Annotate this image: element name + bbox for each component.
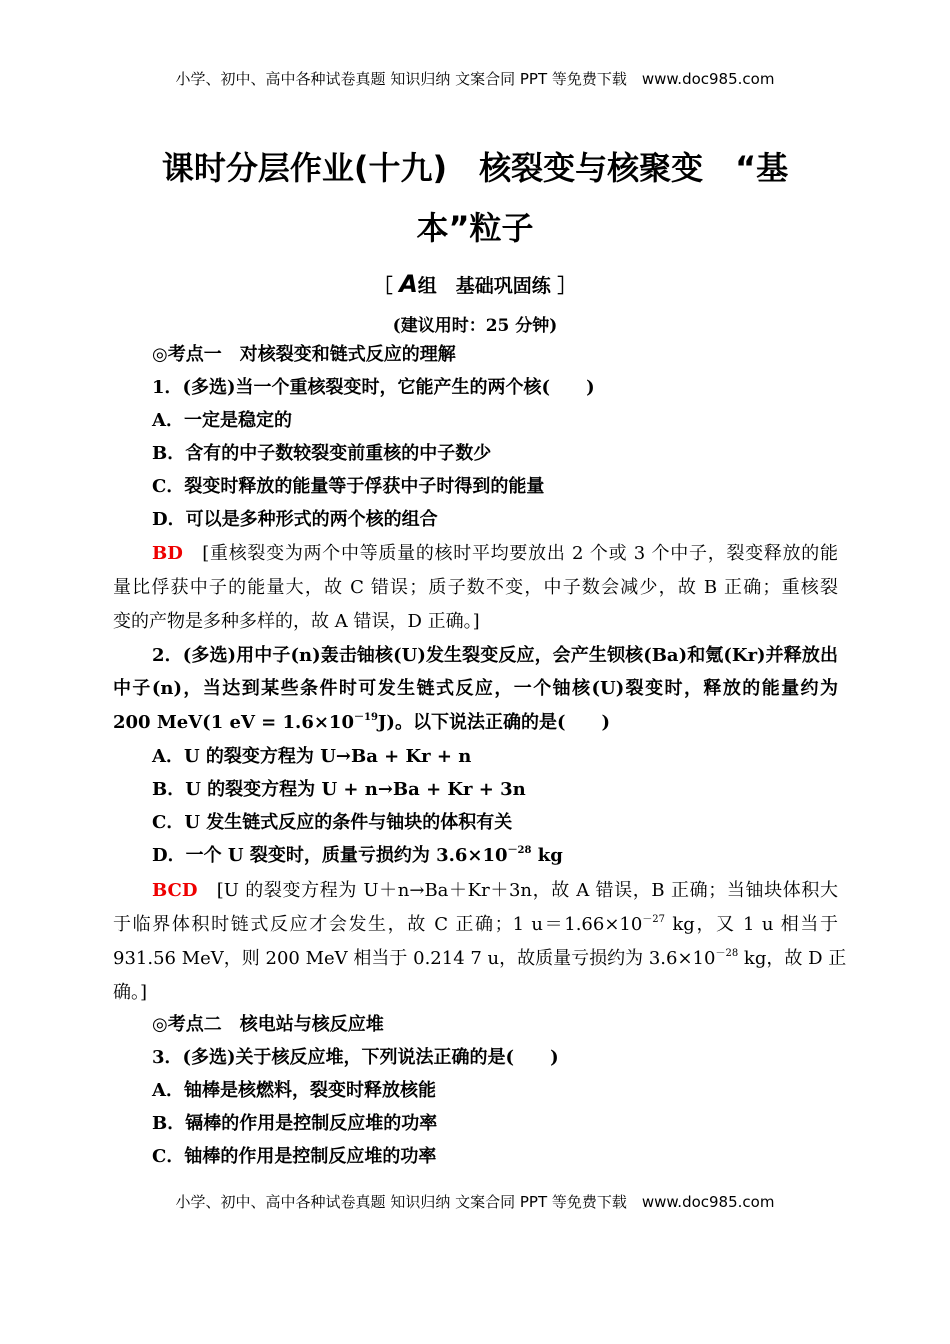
group-letter: A — [399, 270, 418, 298]
exponent: －27 — [642, 914, 666, 925]
q1-option-d: D．可以是多种形式的两个核的组合 — [152, 509, 438, 530]
q1-option-c: C．裂变时释放的能量等于俘获中子时得到的能量 — [152, 476, 545, 497]
q2-explanation-line3 — [113, 947, 847, 971]
question-2-stem-line3 — [113, 711, 838, 735]
page-title-line1: 课时分层作业(十九) 核裂变与核聚变 “基 — [161, 149, 789, 187]
q2-stem-text: J)。以下说法正确的是( ) — [377, 712, 610, 733]
q1-option-b: B．含有的中子数较裂变前重核的中子数少 — [152, 443, 492, 464]
q3-option-a: A．铀棒是核燃料，裂变时释放核能 — [152, 1080, 436, 1101]
section-heading-2: ◎考点二 核电站与核反应堆 — [152, 1014, 384, 1035]
q2-option-d-unit: kg — [531, 845, 563, 866]
q2-expl-text: 于临界体积时链式反应才会发生，故 C 正确；1 u＝1.66×10 — [113, 914, 643, 935]
q2-explanation-line4: 确。] — [113, 982, 148, 1003]
q2-explanation-line2 — [113, 913, 838, 937]
q2-stem-text: 200 MeV(1 eV = 1.6×10 — [113, 712, 354, 733]
q2-expl-text: kg，故 D 正 — [738, 948, 847, 969]
group-label: ［ A组 基础巩固练 ］ — [373, 270, 577, 298]
question-3-stem: 3．(多选)关于核反应堆，下列说法正确的是( ) — [152, 1047, 559, 1068]
question-1-stem: 1．(多选)当一个重核裂变时，它能产生的两个核( ) — [152, 377, 595, 398]
q1-option-a: A．一定是稳定的 — [152, 410, 292, 431]
exponent: －19 — [353, 712, 378, 723]
question-2-stem-line2: 中子(n)，当达到某些条件时可发生链式反应，一个铀核(U)裂变时，释放的能量约为 — [113, 678, 838, 699]
time-suggestion: (建议用时：25 分钟) — [392, 316, 558, 336]
q2-option-b: B．U 的裂变方程为 U + n→Ba + Kr + 3n — [152, 779, 526, 800]
q1-expl-text: [重核裂变为两个中等质量的核时平均要放出 2 个或 3 个中子，裂变释放的能 — [202, 543, 839, 564]
q2-answer: BCD — [152, 880, 198, 901]
group-text: 组 基础巩固练 — [417, 275, 551, 297]
page-title-line2: 本”粒子 — [416, 209, 534, 247]
page-footer: 小学、初中、高中各种试卷真题 知识归纳 文案合同 PPT 等免费下载 www.doc985.com — [175, 1193, 775, 1211]
exponent: －28 — [507, 845, 532, 856]
q1-explanation-line2: 量比俘获中子的能量大，故 C 错误；质子数不变，中子数会减少，故 B 正确；重核裂 — [113, 577, 838, 598]
q2-expl-text: 931.56 MeV，则 200 MeV 相当于 0.214 7 u，故质量亏损约为 3.6×10 — [113, 948, 716, 969]
q1-explanation-line1 — [152, 542, 838, 566]
q3-option-c: C．铀棒的作用是控制反应堆的功率 — [152, 1146, 437, 1167]
question-2-stem-line1: 2．(多选)用中子(n)轰击铀核(U)发生裂变反应，会产生钡核(Ba)和氪(Kr)并释放出 — [152, 645, 838, 666]
page-header: 小学、初中、高中各种试卷真题 知识归纳 文案合同 PPT 等免费下载 www.doc985.com — [175, 70, 775, 88]
q2-option-a: A．U 的裂变方程为 U→Ba + Kr + n — [152, 746, 472, 767]
q1-explanation-line3: 变的产物是多种多样的，故 A 错误，D 正确。] — [113, 611, 480, 632]
section-heading-1: ◎考点一 对核裂变和链式反应的理解 — [152, 344, 456, 365]
q2-option-d — [152, 844, 838, 868]
q2-option-d-text: D．一个 U 裂变时，质量亏损约为 3.6×10 — [152, 845, 508, 866]
q2-expl-text: [U 的裂变方程为 U＋n→Ba＋Kr＋3n，故 A 错误，B 正确；当铀块体积大 — [216, 880, 838, 901]
q2-expl-text: kg，又 1 u 相当于 — [665, 914, 838, 935]
q2-option-c: C．U 发生链式反应的条件与铀块的体积有关 — [152, 812, 513, 833]
q3-option-b: B．镉棒的作用是控制反应堆的功率 — [152, 1113, 438, 1134]
exponent: －28 — [715, 948, 739, 959]
q2-explanation-line1 — [152, 879, 838, 903]
q1-answer: BD — [152, 543, 183, 564]
